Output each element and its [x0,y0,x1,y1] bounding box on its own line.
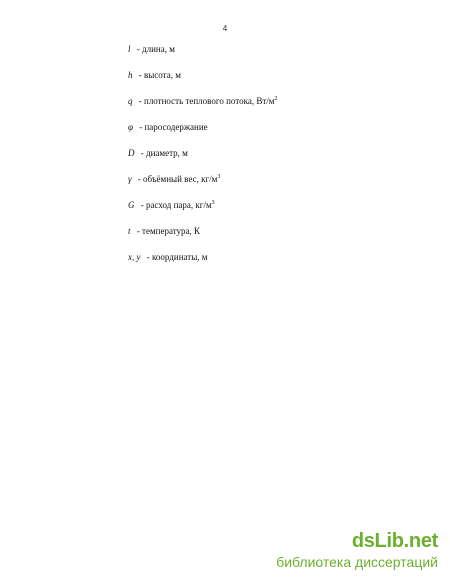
unit-exponent: 2 [274,96,278,102]
symbol-glyph: q [128,96,133,106]
symbol-glyph: G [128,200,135,210]
symbol-row-volumetric-weight [128,174,220,185]
symbol-row-steam-content [128,122,208,133]
symbol-description: - расход пара, кг/м [138,200,212,210]
symbol-glyph: x, y [128,252,141,262]
symbol-glyph: φ [128,122,133,132]
symbol-glyph: h [128,70,133,80]
unit-exponent: 3 [211,200,215,206]
symbol-description: - объёмный вес, кг/м [135,174,218,184]
symbol-row-height [128,70,181,81]
symbol-row-heat-flux [128,96,277,107]
symbol-row-diameter [128,148,188,159]
page-number: 4 [222,24,228,33]
unit-exponent: 3 [217,174,221,180]
symbol-description: - координаты, м [144,252,208,262]
symbol-row-coordinates [128,252,207,263]
symbol-description: - температура, К [134,226,201,236]
watermark-logo [276,530,438,570]
symbol-glyph: t [128,226,131,236]
symbol-description: - высота, м [136,70,181,80]
symbol-glyph: l [128,44,131,54]
symbol-description: - диаметр, м [138,148,188,158]
symbol-glyph: D [128,148,135,158]
watermark-brand: dsLib.net [351,530,438,552]
symbol-description: - паросодержание [136,122,208,132]
symbol-description: - плотность теплового потока, Вт/м [136,96,275,106]
symbol-row-temperature [128,226,200,237]
watermark-tagline: библиотека диссертаций [276,554,438,570]
symbol-row-steam-flow [128,200,215,211]
symbol-glyph: γ [128,174,132,184]
symbol-row-length [128,44,175,55]
symbol-description: - длина, м [134,44,175,54]
